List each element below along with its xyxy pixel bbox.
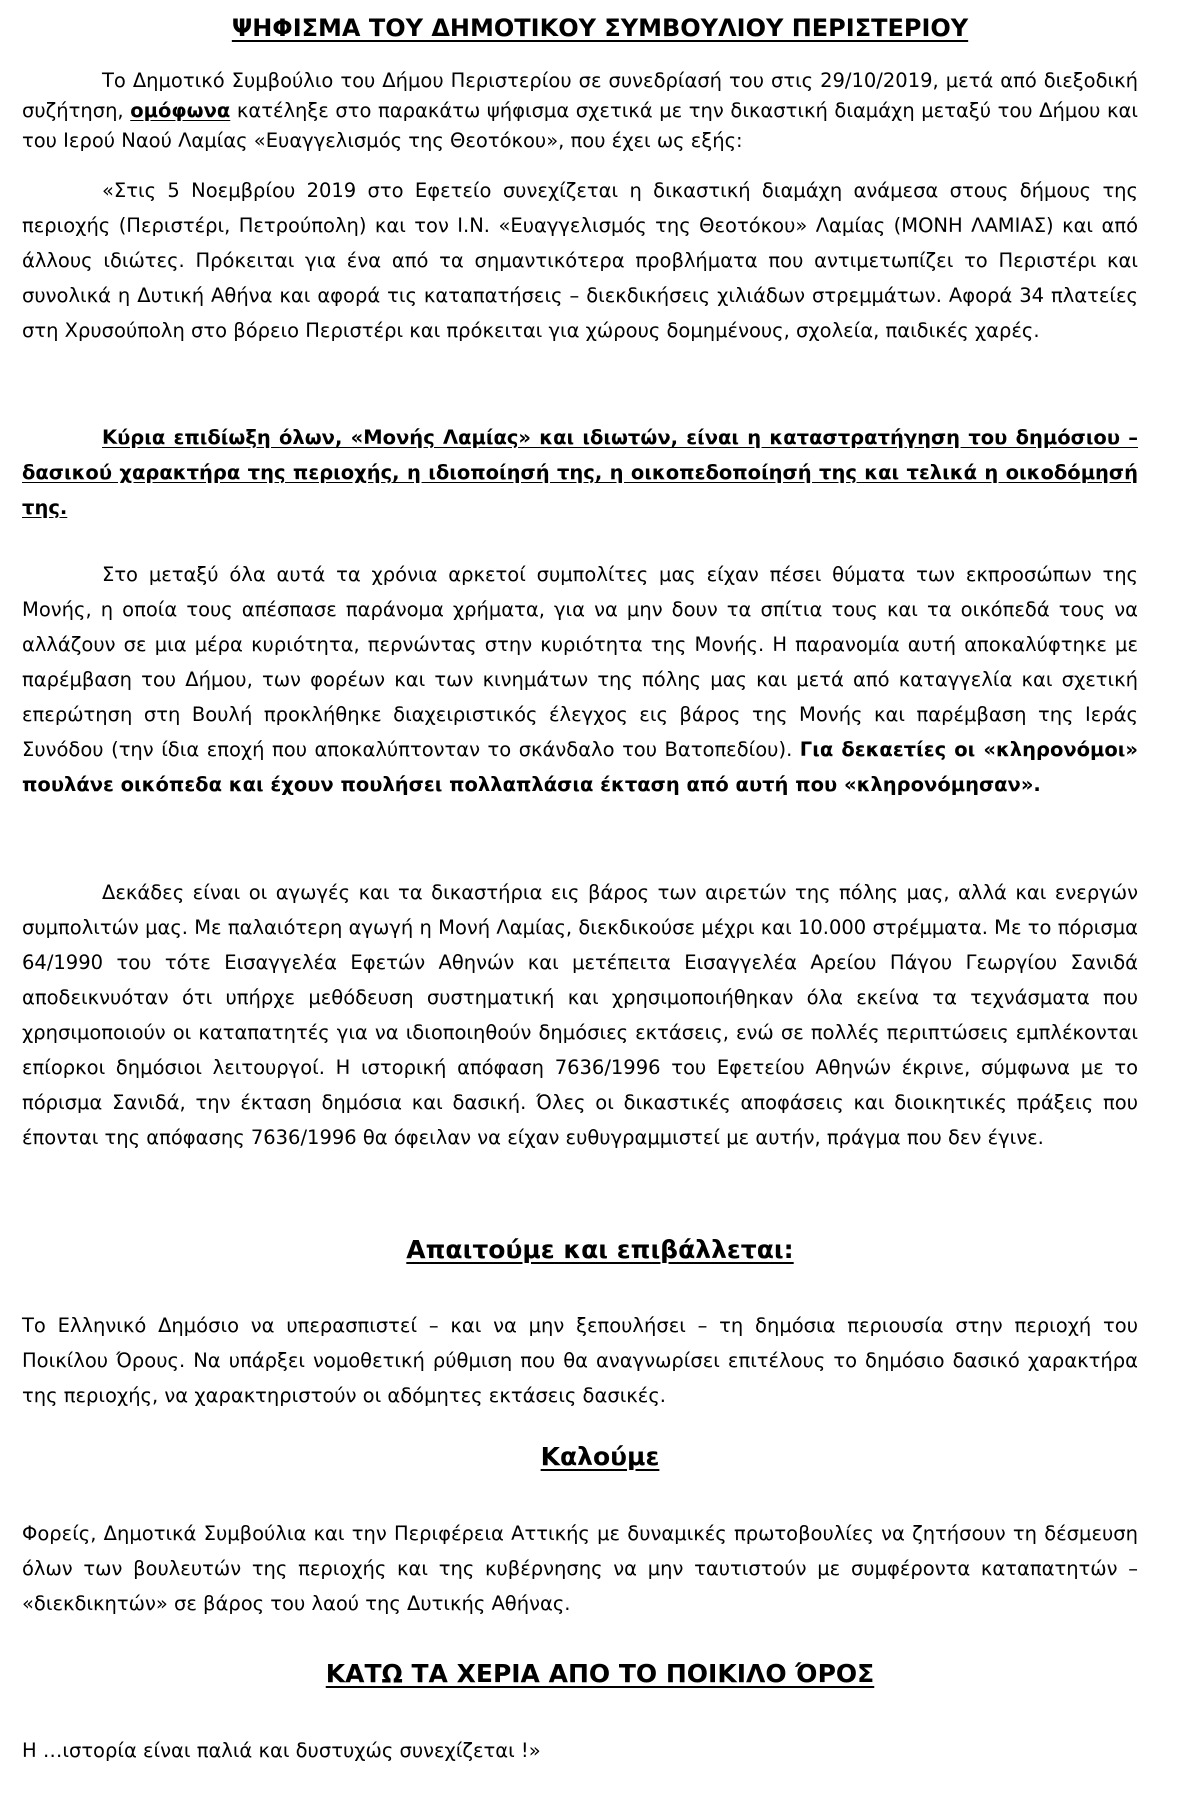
paragraph-3-text: Στο μεταξύ όλα αυτά τα χρόνια αρκετοί συμπολίτες μας είχαν πέσει θύματα των εκπροσώπων της Μονής, η οποία τους απέσπασε παράνομα χρήματα, για να μην δουν τα σπίτια τους και τα οικόπεδά τους να αλλάζουν σε μια μέρα κυριότητα, περνώντας στην κυριότητα της Μονής. Η παρανομία αυτή αποκαλύφτηκε με παρέμβαση του Δήμου, των φορέων και των κινημάτων της πόλης μας και μετά από καταγγελία και σχετική επερώτηση στη Βουλή προκλήθηκε διαχειριστικός έλεγχος εις βάρος της Μονής και παρέμβαση της Ιεράς Συνόδου (την ίδια εποχή που αποκαλύπτονταν το σκάνδαλο του Βατοπεδίου). xyxy=(22,563,1138,761)
paragraph-2-emphasis: Κύρια επιδίωξη όλων, «Μονής Λαμίας» και ιδιωτών, είναι η καταστρατήγηση του δημόσιου – δασικού χαρακτήρα της περιοχής, η ιδιοποίησή της, η οικοπεδοποίησή της και τελικά η οικοδόμησή της. xyxy=(22,426,1138,519)
paragraph-3-bold: Για δεκαετίες οι «κληρονόμοι» πουλάνε οικόπεδα και έχουν πουλήσει πολλαπλάσια έκταση από αυτή που «κληρονόμησαν». xyxy=(22,738,1138,796)
paragraph-1: «Στις 5 Νοεμβρίου 2019 στο Εφετείο συνεχίζεται η δικαστική διαμάχη ανάμεσα στους δήμους της περιοχής (Περιστέρι, Πετρούπολη) και τον Ι.Ν. «Ευαγγελισμός της Θεοτόκου» Λαμίας (ΜΟΝΗ ΛΑΜΙΑΣ) και από άλλους ιδιώτες. Πρόκειται για ένα από τα σημαντικότερα προβλήματα που αντιμετωπίζει το Περιστέρι και συνολικά η Δυτική Αθήνα και αφορά τις καταπατήσεις – διεκδικήσεις χιλιάδων στρεμμάτων. Αφορά 34 πλατείες στη Χρυσούπολη στο βόρειο Περιστέρι και πρόκειται για χώρους δομημένους, σχολεία, παιδικές χαρές. xyxy=(22,179,1138,342)
paragraph-5: Το Ελληνικό Δημόσιο να υπερασπιστεί – και να μην ξεπουλήσει – τη δημόσια περιουσία στην περιοχή του Ποικίλου Όρους. Να υπάρξει νομοθετική ρύθμιση που θα αναγνωρίσει επιτέλους το δημόσιο δασικό χαρακτήρα της περιοχής, να χαρακτηριστούν οι αδόμητες εκτάσεις δασικές. xyxy=(22,1314,1138,1407)
intro-text-after: κατέληξε στο παρακάτω ψήφισμα σχετικά με την δικαστική διαμάχη μεταξύ του Δήμου και του Ιερού Ναού Λαμίας «Ευαγγελισμός της Θεοτόκου», που έχει ως εξής: xyxy=(22,99,1139,152)
closing-line: Η …ιστορία είναι παλιά και δυστυχώς συνεχίζεται !» xyxy=(22,1739,541,1762)
paragraph-4: Δεκάδες είναι οι αγωγές και τα δικαστήρια εις βάρος των αιρετών της πόλης μας, αλλά και ενεργών συμπολιτών μας. Με παλαιότερη αγωγή η Μονή Λαμίας, διεκδικούσε μέχρι και 10.000 στρέμματα. Με το πόρισμα 64/1990 του τότε Εισαγγελέα Εφετών Αθηνών και μετέπειτα Εισαγγελέα Αρείου Πάγου Γεωργίου Σανιδά αποδεικνυόταν ότι υπήρχε μεθόδευση συστηματική και χρησιμοποιήθηκαν όλα εκείνα τα τεχνάσματα που χρησιμοποιούν οι καταπατητές για να ιδιοποιηθούν δημόσιες εκτάσεις, ενώ σε πολλές περιπτώσεις εμπλέκονται επίορκοι δημόσιοι λειτουργοί. Η ιστορική απόφαση 7636/1996 του Εφετείου Αθηνών έκρινε, σύμφωνα με το πόρισμα Σανιδά, την έκταση δημόσια και δασική. Όλες οι δικαστικές αποφάσεις και διοικητικές πράξεις που έπονται της απόφασης 7636/1996 θα όφειλαν να είχαν ευθυγραμμιστεί με αυτήν, πράγμα που δεν έγινε. xyxy=(22,881,1138,1149)
intro-emphasis: ομόφωνα xyxy=(130,99,231,122)
heading-slogan: ΚΑΤΩ ΤΑ ΧΕΡΙΑ ΑΠΟ ΤΟ ΠΟΙΚΙΛΟ ΌΡΟΣ xyxy=(325,1659,875,1688)
paragraph-3 xyxy=(22,557,1138,802)
paragraph-6: Φορείς, Δημοτικά Συμβούλια και την Περιφέρεια Αττικής με δυναμικές πρωτοβουλίες να ζητήσουν τη δέσμευση όλων των βουλευτών της περιοχής και της κυβέρνησης να μην ταυτιστούν με συμφέροντα καταπατητών – «διεκδικητών» σε βάρος του λαού της Δυτικής Αθήνας. xyxy=(22,1522,1138,1615)
intro-text-before: Το Δημοτικό Συμβούλιο του Δήμου Περιστερίου σε συνεδρίασή του στις 29/10/2019, μετά από διεξοδική συζήτηση, xyxy=(22,69,1138,122)
document-title: ΨΗΦΙΣΜΑ ΤΟΥ ΔΗΜΟΤΙΚΟΥ ΣΥΜΒΟΥΛΙΟΥ ΠΕΡΙΣΤΕΡΙΟΥ xyxy=(231,14,969,42)
heading-call: Καλούμε xyxy=(540,1442,660,1471)
heading-demand: Απαιτούμε και επιβάλλεται: xyxy=(406,1235,794,1264)
intro-paragraph xyxy=(22,66,1138,156)
